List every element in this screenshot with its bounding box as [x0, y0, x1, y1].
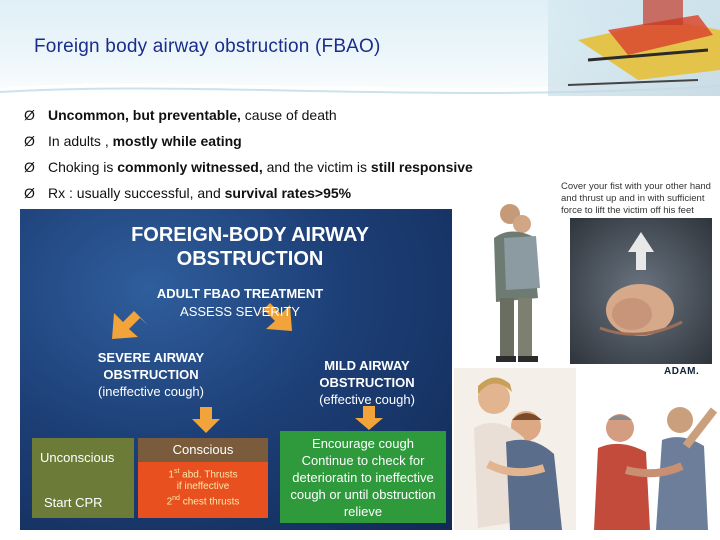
stretcher-photo: [548, 0, 720, 96]
unconscious-box: [32, 438, 134, 518]
fbao-flowchart: [20, 209, 452, 530]
bullet-arrow-icon: Ø: [24, 107, 35, 123]
severe-line1: SEVERE AIRWAY: [97, 350, 205, 365]
thrusts-line3: 2nd chest thrusts: [166, 495, 240, 508]
bullet-text: In adults ,: [48, 133, 113, 149]
bullet-bold: Uncommon, but preventable,: [48, 107, 241, 123]
arrow-to-mild-box-icon: [355, 406, 383, 430]
thrusts-box: [138, 462, 268, 518]
bullet-arrow-icon: Ø: [24, 185, 35, 201]
caption-line2: and thrust up and in with sufficient: [561, 193, 705, 204]
mild-treatment-box: [280, 431, 446, 523]
bullet-arrow-icon: Ø: [24, 159, 35, 175]
severe-subtitle: (ineffective cough): [98, 384, 204, 399]
mild-obstruction-label: [302, 357, 432, 408]
bullet-bold: commonly witnessed,: [117, 159, 263, 175]
mild-line2: OBSTRUCTION: [319, 375, 415, 390]
bullet-item: [24, 130, 473, 156]
slide-title: Foreign body airway obstruction (FBAO): [34, 36, 381, 57]
bullet-item: [24, 182, 473, 208]
unconscious-label: Unconscious: [40, 450, 115, 465]
mild-box-line3: deterioratin to ineffective: [292, 470, 434, 485]
mild-line1: MILD AIRWAY: [324, 358, 410, 373]
thrusts-line1: 1st abd. Thrusts: [168, 468, 238, 481]
fist-closeup-image: [570, 218, 712, 364]
bullet-bold: survival rates>95%: [224, 185, 352, 201]
mild-box-line1: Encourage cough: [312, 436, 414, 451]
start-cpr-label: Start CPR: [44, 495, 103, 510]
treatment-heading: ADULT FBAO TREATMENT: [156, 286, 324, 301]
mild-box-line2: Continue to check for: [301, 453, 425, 468]
caption-line3: force to lift the victim off his feet: [561, 205, 694, 216]
severe-obstruction-label: [86, 349, 216, 400]
flowchart-title-line1: FOREIGN-BODY AIRWAY: [131, 224, 369, 246]
severe-line2: OBSTRUCTION: [103, 367, 199, 382]
arrow-to-conscious-icon: [192, 407, 220, 433]
bullet-list: [24, 104, 473, 208]
bullet-arrow-icon: Ø: [24, 133, 35, 149]
bullet-text: Rx : usually successful, and: [48, 185, 225, 201]
bullet-bold: mostly while eating: [112, 133, 242, 149]
bullet-item: [24, 104, 473, 130]
mild-box-line4: cough or until obstruction: [290, 487, 436, 502]
heimlich-caption: [561, 181, 720, 217]
heimlich-adult-image: [586, 380, 718, 530]
bullet-text: Choking is: [48, 159, 118, 175]
heimlich-standing-image: [476, 198, 558, 364]
bullet-text: cause of death: [240, 107, 337, 123]
assess-severity-label: ASSESS SEVERITY: [180, 304, 300, 319]
adam-logo: ADAM.: [664, 366, 700, 377]
flowchart-title: [90, 223, 410, 271]
mild-box-line5: relieve: [343, 504, 383, 519]
bullet-text: and the victim is: [262, 159, 371, 175]
bullet-item: [24, 156, 473, 182]
conscious-box: Conscious: [138, 438, 268, 462]
flowchart-title-line2: OBSTRUCTION: [176, 248, 324, 270]
mild-subtitle: (effective cough): [319, 392, 415, 407]
thrusts-line2: if ineffective: [176, 481, 230, 493]
caption-line1: Cover your fist with your other hand: [561, 181, 711, 192]
bullet-bold: still responsive: [370, 159, 473, 175]
heimlich-child-image: [454, 368, 576, 530]
